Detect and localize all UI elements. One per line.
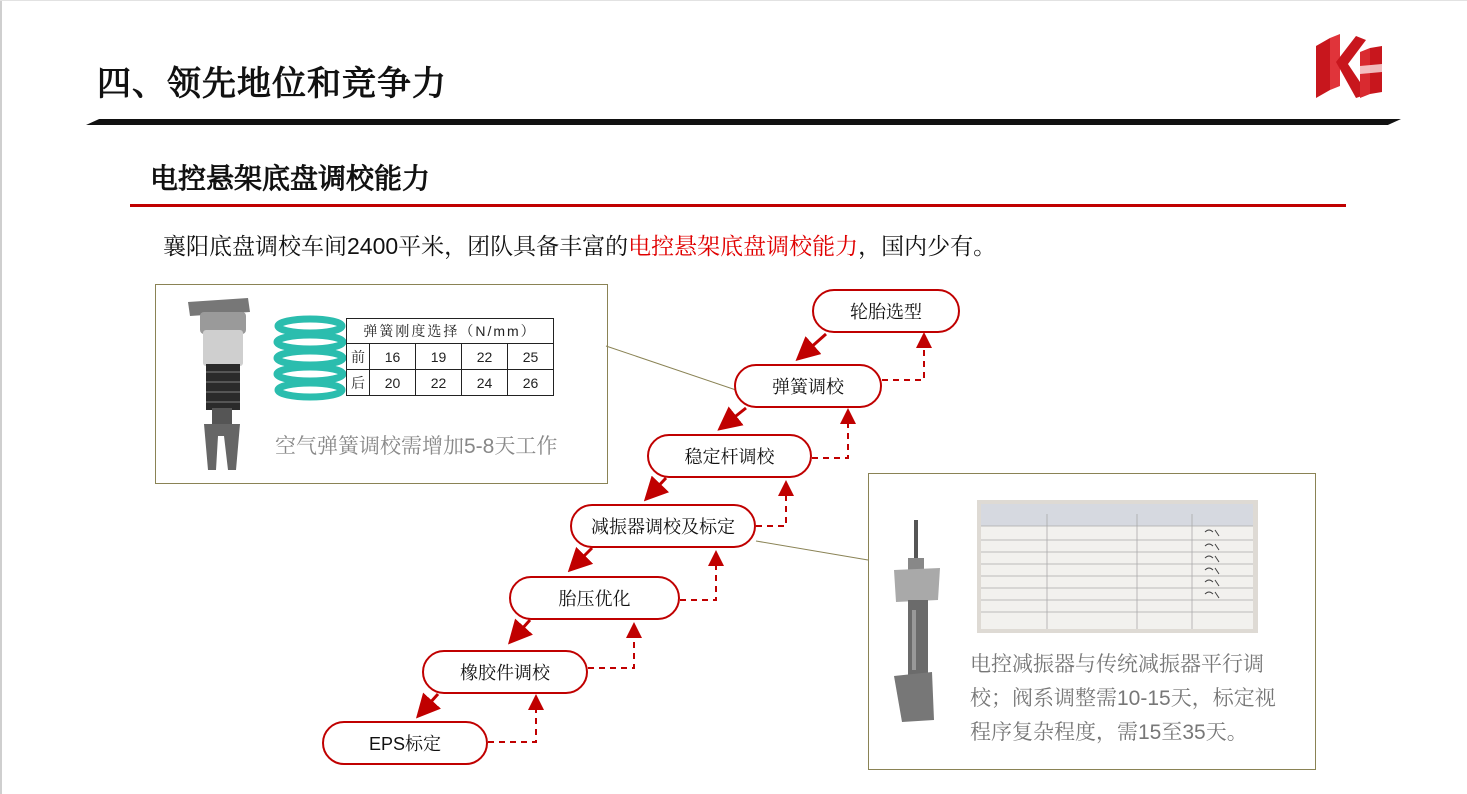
spring-rate-table (346, 318, 554, 396)
intro-highlight: 电控悬架底盘调校能力 (628, 233, 859, 259)
step-label: 稳定杆调校 (684, 447, 775, 467)
kh-logo-icon (1316, 34, 1382, 98)
step-label: 轮胎选型 (850, 302, 922, 322)
page-border-top (0, 0, 1467, 1)
intro-suffix: ，国内少有。 (858, 233, 997, 259)
spring-table-title: 弹簧刚度选择（N/mm） (347, 319, 554, 344)
table-cell: 24 (462, 370, 508, 396)
step-damper-tuning (570, 504, 756, 548)
callout-line (606, 346, 736, 390)
intro-prefix: 襄阳底盘调校车间2400平米，团队具备丰富的 (163, 233, 629, 259)
section-title: 电控悬架底盘调校能力 (150, 163, 431, 194)
step-label: 减振器调校及标定 (591, 517, 735, 537)
intro-text (163, 228, 996, 261)
spring-caption: 空气弹簧调校需增加5-8天工作 (275, 435, 558, 458)
step-rubber-parts (422, 650, 588, 694)
table-cell: 20 (370, 370, 416, 396)
table-cell: 26 (508, 370, 554, 396)
step-tire-pressure (509, 576, 680, 620)
step-stabilizer-tuning (647, 434, 812, 478)
table-cell: 22 (462, 344, 508, 370)
row-label-front: 前 (347, 344, 370, 370)
page-border (0, 0, 2, 794)
damper-caption: 电控减振器与传统减振器平行调校；阀系调整需10-15天，标定视程序复杂程度，需15至35天。 (970, 653, 1276, 744)
table-cell: 25 (508, 344, 554, 370)
row-label-rear: 后 (347, 370, 370, 396)
step-tire-selection (812, 289, 960, 333)
step-label: 胎压优化 (558, 589, 631, 609)
table-cell: 22 (416, 370, 462, 396)
section-rule (130, 204, 1346, 207)
step-spring-tuning (734, 364, 882, 408)
table-row (347, 344, 554, 370)
table-cell: 19 (416, 344, 462, 370)
page-title: 四、领先地位和竞争力 (97, 65, 447, 103)
step-label: 橡胶件调校 (460, 663, 550, 683)
step-label: 弹簧调校 (772, 377, 844, 397)
step-eps-calibration (322, 721, 488, 765)
table-row (347, 370, 554, 396)
tuning-sheet-photo (977, 500, 1258, 633)
header-rule (86, 119, 1401, 125)
callout-line (756, 541, 868, 560)
step-label: EPS标定 (368, 734, 442, 754)
table-cell: 16 (370, 344, 416, 370)
